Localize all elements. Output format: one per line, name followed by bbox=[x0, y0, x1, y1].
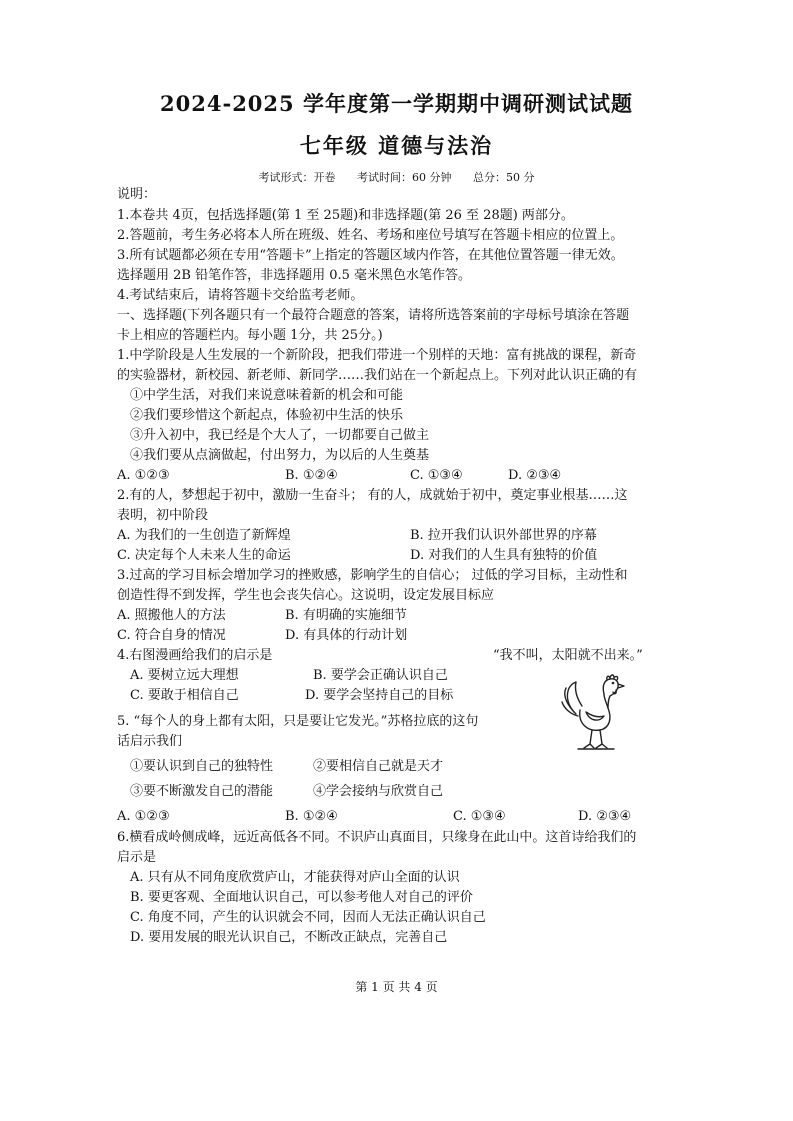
question-5-statement: ④学会接纳与欣赏自己 bbox=[313, 784, 444, 799]
section-heading-cont: 卡上相应的答题栏内。每小题 1分，共 25分。) bbox=[117, 328, 383, 343]
section-heading: 一、选择题(下列各题只有一个最符合题意的答案，请将所选答案前的字母标号填涂在答题 bbox=[117, 308, 630, 323]
exam-form: 考试形式：开卷 bbox=[258, 171, 336, 184]
question-5-option-d: D. ②③④ bbox=[578, 809, 632, 824]
question-2-stem-cont: 表明，初中阶段 bbox=[117, 508, 209, 523]
question-5-statement: ②要相信自己就是天才 bbox=[313, 759, 444, 774]
question-6-stem: 6.横看成岭侧成峰，远近高低各不同。不识庐山真面目，只缘身在此山中。这首诗给我们的 bbox=[117, 830, 637, 845]
instruction-item: 1.本卷共 4页，包括选择题(第 1 至 25题)和非选择题(第 26 至 28题) 两部分。 bbox=[117, 208, 574, 223]
question-1-option-c: C. ①③④ bbox=[410, 468, 463, 483]
question-5-statement: ①要认识到自己的独特性 bbox=[130, 759, 274, 774]
question-1-stem: 1.中学阶段是人生发展的一个新阶段，把我们带进一个别样的天地：富有挑战的课程，新奇 bbox=[117, 348, 637, 363]
question-4-stem: 4.右图漫画给我们的启示是 bbox=[117, 648, 273, 663]
question-6-stem-cont: 启示是 bbox=[117, 850, 157, 865]
question-1-stem-cont: 的实验器材，新校园、新老师、新同学……我们站在一个新起点上。下列对此认识正确的有 bbox=[117, 368, 638, 383]
question-1-statement: ①中学生活，对我们来说意味着新的机会和可能 bbox=[130, 388, 404, 403]
question-3-option-a: A. 照搬他人的方法 bbox=[117, 608, 226, 623]
question-6-option-b: B. 要更客观、全面地认识自己，可以参考他人对自己的评价 bbox=[130, 890, 473, 905]
question-3-option-b: B. 有明确的实施细节 bbox=[285, 608, 407, 623]
instruction-item: 选择题用 2B 铅笔作答，非选择题用 0.5 毫米黑色水笔作答。 bbox=[117, 268, 472, 283]
question-1-statement: ④我们要从点滴做起，付出努力，为以后的人生奠基 bbox=[130, 448, 430, 463]
total-score: 总分：50 分 bbox=[473, 171, 535, 184]
instructions-heading: 说明： bbox=[117, 187, 157, 202]
exam-meta bbox=[0, 169, 793, 185]
page-number: 第 1 页 共 4 页 bbox=[355, 980, 438, 994]
instruction-item: 3.所有试题都必须在专用“答题卡”上指定的答题区域内作答，在其他位置答题一律无效。 bbox=[117, 248, 624, 263]
rooster-cartoon-image bbox=[560, 672, 626, 752]
question-3-stem: 3.过高的学习目标会增加学习的挫败感，影响学生的自信心； 过低的学习目标，主动性和 bbox=[117, 568, 628, 583]
question-1-statement: ②我们要珍惜这个新起点，体验初中生活的快乐 bbox=[130, 408, 404, 423]
question-1-option-b: B. ①②④ bbox=[285, 468, 338, 483]
question-2-stem: 2.有的人，梦想起于初中，激励一生奋斗； 有的人，成就始于初中，奠定事业根基……这 bbox=[117, 488, 628, 503]
question-4-option-d: D. 要学会坚持自己的目标 bbox=[305, 688, 454, 703]
question-2-option-d: D. 对我们的人生具有独特的价值 bbox=[410, 548, 598, 563]
question-2-option-c: C. 决定每个人未来人生的命运 bbox=[117, 548, 291, 563]
question-6-option-a: A. 只有从不同角度欣赏庐山，才能获得对庐山全面的认识 bbox=[130, 870, 460, 885]
question-4-option-a: A. 要树立远大理想 bbox=[130, 668, 239, 683]
question-5-option-c: C. ①③④ bbox=[453, 809, 506, 824]
exam-title: 2024-2025 学年度第一学期期中调研测试试题 bbox=[160, 91, 633, 116]
question-4-option-c: C. 要敢于相信自己 bbox=[130, 688, 239, 703]
instruction-item: 4.考试结束后，请将答题卡交给监考老师。 bbox=[117, 288, 364, 303]
exam-subject: 七年级 道德与法治 bbox=[299, 133, 494, 158]
instruction-item: 2.答题前，考生务必将本人所在班级、姓名、考场和座位号填写在答题卡相应的位置上。 bbox=[117, 228, 624, 243]
question-3-stem-cont: 创造性得不到发挥，学生也会丧失信心。这说明，设定发展目标应 bbox=[117, 588, 495, 603]
question-5-statement: ③要不断激发自己的潜能 bbox=[130, 784, 274, 799]
question-2-option-a: A. 为我们的一生创造了新辉煌 bbox=[117, 528, 291, 543]
question-6-option-c: C. 角度不同，产生的认识就会不同，因而人无法正确认识自己 bbox=[130, 910, 486, 925]
question-2-option-b: B. 拉开我们认识外部世界的序幕 bbox=[410, 528, 597, 543]
question-4-option-b: B. 要学会正确认识自己 bbox=[313, 668, 448, 683]
cartoon-caption: “我不叫，太阳就不出来。” bbox=[493, 648, 643, 663]
question-6-option-d: D. 要用发展的眼光认识自己，不断改正缺点，完善自己 bbox=[130, 930, 448, 945]
question-5-option-b: B. ①②④ bbox=[285, 809, 338, 824]
question-1-option-a: A. ①②③ bbox=[117, 468, 170, 483]
question-3-option-c: C. 符合自身的情况 bbox=[117, 628, 226, 643]
question-3-option-d: D. 有具体的行动计划 bbox=[285, 628, 408, 643]
question-5-stem: 5. “每个人的身上都有太阳，只是要让它发光。”苏格拉底的这句 bbox=[117, 714, 479, 729]
question-5-option-a: A. ①②③ bbox=[117, 809, 170, 824]
question-5-stem-cont: 话启示我们 bbox=[117, 734, 183, 749]
question-1-option-d: D. ②③④ bbox=[508, 468, 562, 483]
question-1-statement: ③升入初中，我已经是个大人了，一切都要自己做主 bbox=[130, 428, 430, 443]
exam-time: 考试时间：60 分钟 bbox=[357, 171, 452, 184]
